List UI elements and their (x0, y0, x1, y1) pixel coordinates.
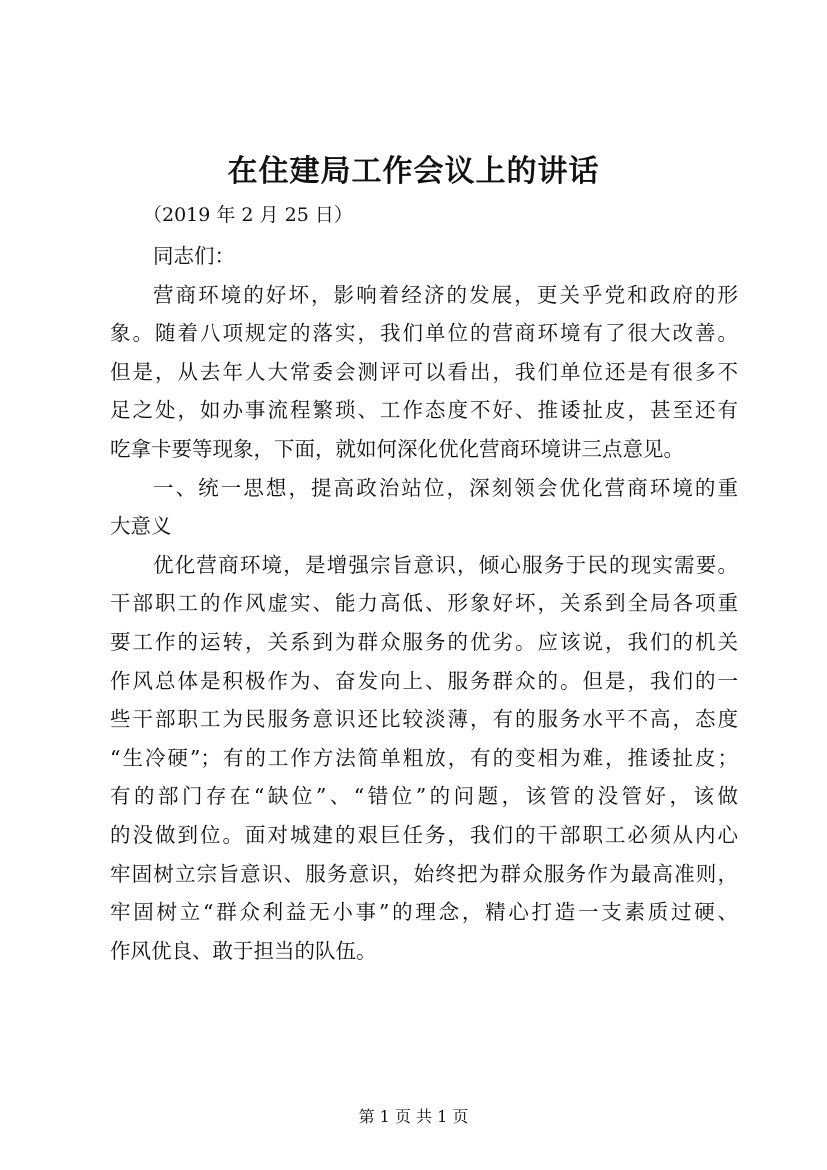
text-line: 牢固树立“群众利益无小事”的理念，精心打造一支素质过硬、 (110, 900, 738, 925)
text-line: 足之处，如办事流程繁琐、工作态度不好、推诿扯皮，甚至还有 (110, 398, 738, 423)
text-line: 的没做到位。面对城建的艰巨任务，我们的干部职工必须从内心 (110, 822, 738, 847)
text-line: 吃拿卡要等现象，下面，就如何深化优化营商环境讲三点意见。 (110, 436, 684, 461)
text-line: 但是，从去年人大常委会测评可以看出，我们单位还是有很多不 (110, 359, 738, 384)
text-line: 些干部职工为民服务意识还比较淡薄，有的服务水平不高，态度 (110, 707, 738, 732)
text-line: 同志们： (153, 244, 235, 268)
text-line: 牢固树立宗旨意识、服务意识，始终把为群众服务作为最高准则， (110, 861, 738, 886)
text-line: 营商环境的好坏，影响着经济的发展，更关乎党和政府的形 (153, 282, 738, 307)
text-line: 一、统一思想，提高政治站位，深刻领会优化营商环境的重 (153, 475, 738, 500)
text-line: 象。随着八项规定的落实，我们单位的营商环境有了很大改善。 (110, 321, 738, 346)
text-line: 干部职工的作风虚实、能力高低、形象好坏，关系到全局各项重 (110, 591, 738, 616)
text-line: 优化营商环境，是增强宗旨意识，倾心服务于民的现实需要。 (153, 552, 738, 577)
text-line: 作风优良、敢于担当的队伍。 (110, 938, 377, 963)
text-line: 要工作的运转，关系到为群众服务的优劣。应该说，我们的机关 (110, 629, 738, 654)
document-body (110, 237, 738, 970)
text-line: 作风总体是积极作为、奋发向上、服务群众的。但是，我们的一 (110, 668, 738, 693)
document-title: 在住建局工作会议上的讲话 (227, 154, 600, 189)
page-footer: 第 1 页 共 1 页 (358, 1107, 469, 1126)
text-line: “生冷硬”；有的工作方法简单粗放，有的变相为难，推诿扯皮； (110, 745, 738, 770)
speech-date: （2019 年 2 月 25 日） (143, 204, 353, 226)
text-line: 大意义 (110, 514, 172, 539)
text-line: 有的部门存在“缺位”、“错位”的问题，该管的没管好，该做 (110, 784, 738, 809)
